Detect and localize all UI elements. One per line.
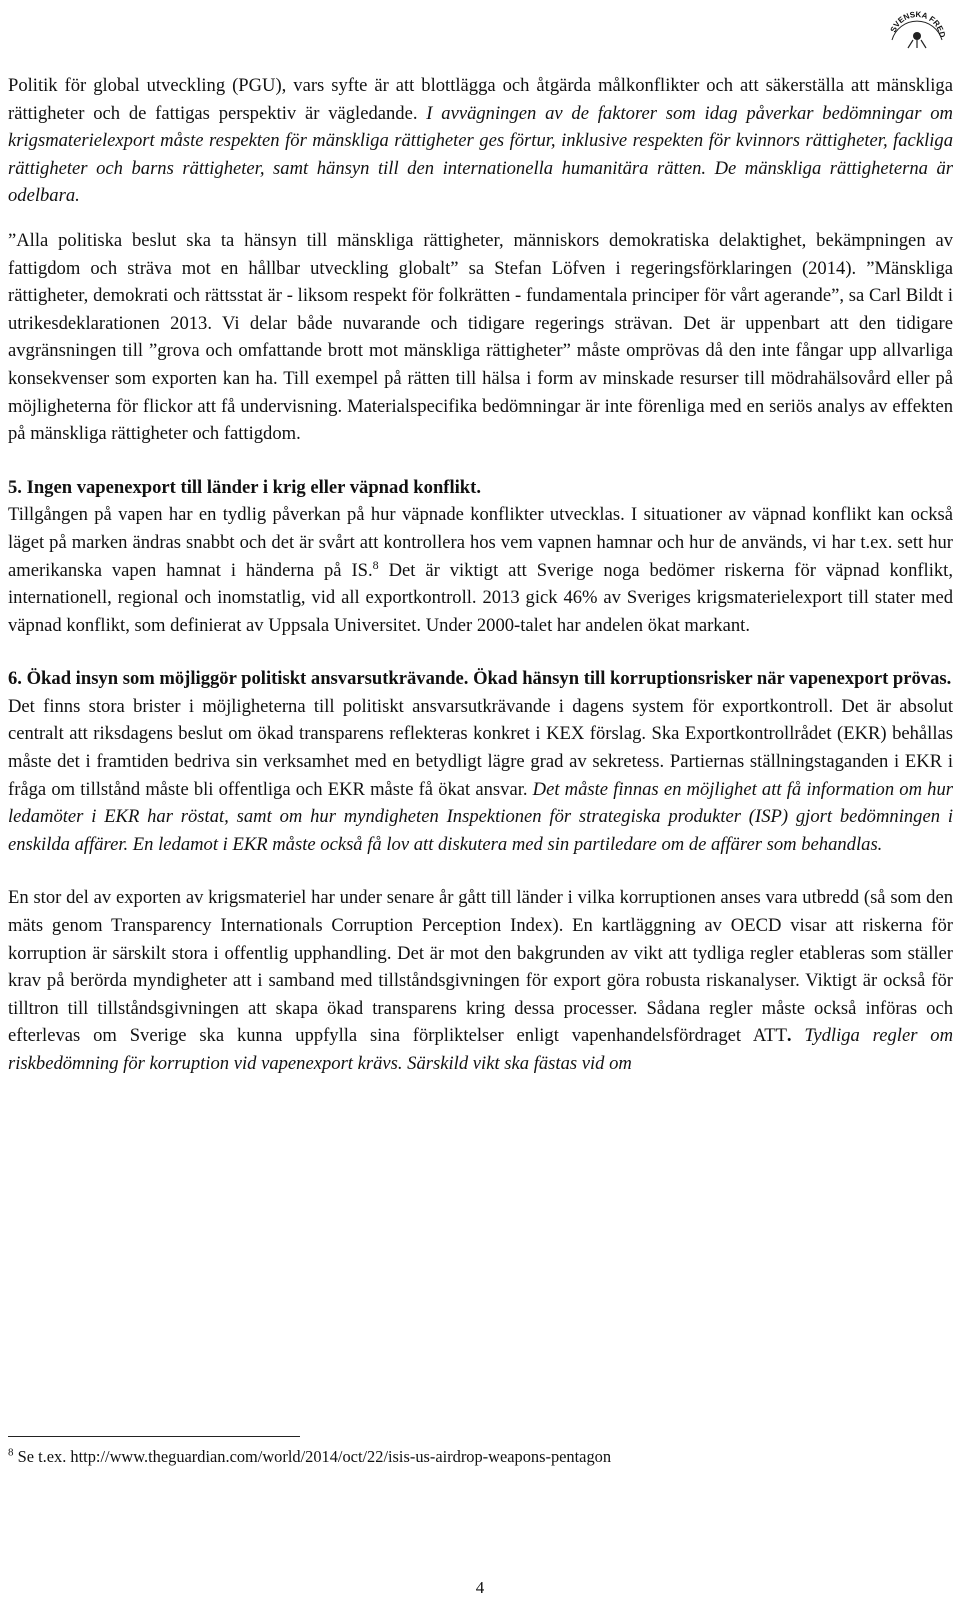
page-number: 4 bbox=[475, 1578, 485, 1597]
section-6-text-italic: Det måste finnas en möjlighet att få information om hur ledamöter i EKR har röstat, samt om hur myndigheten Inspektionen för strategiska produkter (ISP) gjort bedömningen i enskilda affärer. En ledamot i EKR måste också få lov att diskutera med sin partiledare om de affärer som behandlas. bbox=[8, 778, 953, 855]
paragraph-corruption bbox=[8, 884, 953, 1077]
footnote-reference[interactable]: 8 bbox=[372, 557, 379, 572]
paragraph-pgu-normal: Politik för global utveckling (PGU), vars syfte är att blottlägga och åtgärda målkonflikter och att säkerställa att mänskliga rättigheter och de fattigas perspektiv är vägledande. bbox=[8, 75, 953, 124]
footnote bbox=[8, 1446, 611, 1468]
section-5-text-b: Det är viktigt att Sverige noga bedömer riskerna för väpnad konflikt, internationell, regional och inomstatlig, vid all exportkontroll. 2013 gick 46% av Sveriges krigsmaterielexport till stater med väpnad konflikt, som definierat av Uppsala Universitet. Under 2000-talet har andelen ökat markant. bbox=[8, 559, 953, 636]
paragraph-corruption-normal: En stor del av exporten av krigsmateriel har under senare år gått till länder i vilka korruptionen anses vara utbredd (så som den mäts genom Transparency Internationals Corruption Perception Index). En kartläggning av OECD visar att riskerna för korruption är särskilt stora i offentlig upphandling. Det är mot den bakgrunden av vikt att tydliga regler etableras som ställer krav på berörda myndigheter att i samband med tillståndsgivningen för export göra robusta riskanalyser. Viktigt är också för tilltron till tillståndsgivningen att skapa ökad transparens kring dessa processer. Sådana regler måste också införas och efterlevas om Sverige ska kunna uppfylla sina förpliktelser enligt vapenhandelsfördraget ATT bbox=[8, 887, 953, 1047]
document-body bbox=[8, 72, 953, 1078]
footnote-divider bbox=[8, 1436, 300, 1437]
paragraph-pgu bbox=[8, 72, 953, 210]
paragraph-pgu-italic: I avvägningen av de faktorer som idag påverkar bedömningar om krigsmaterielexport måste respekten för mänskliga rättigheter ges förtur, inklusive respekten för kvinnors rättigheter, fackliga rättigheter och barns rättigheter, samt hänsyn till den internationella humanitära rätten. De mänskliga rättigheterna är odelbara. bbox=[8, 102, 953, 207]
section-5-text bbox=[8, 501, 953, 639]
section-6-heading: 6. Ökad insyn som möjliggör politiskt ansvarsutkrävande. Ökad hänsyn till korruptionsrisker när vapenexport prövas. bbox=[8, 668, 952, 690]
paragraph-corruption-bold: . bbox=[786, 1025, 792, 1047]
svg-text:SVENSKA FREDS: SVENSKA FRED bbox=[888, 9, 947, 39]
paragraph-corruption-italic: Tydliga regler om riskbedömning för korruption vid vapenexport krävs. Särskild vikt ska fästas vid om bbox=[8, 1025, 953, 1074]
section-6-text-normal: Det finns stora brister i möjligheterna till politiskt ansvarsutkrävande i dagens system för exportkontroll. Det är absolut centralt att riksdagens beslut om ökad transparens reflekteras konkret i KEX förslag. Ska Exportkontrollrådet (EKR) behållas måste det i framtiden bedriva sin verksamhet med en betydligt lägre grad av sekretess. Partiernas ställningstaganden i EKR i fråga om tillstånd måste bli offentliga och EKR måste få ökat ansvar. bbox=[8, 695, 953, 800]
footnote-text[interactable]: Se t.ex. http://www.theguardian.com/world/2014/oct/22/isis-us-airdrop-weapons-pentagon bbox=[13, 1447, 612, 1466]
svenska-freds-logo-icon bbox=[886, 6, 948, 50]
paragraph-quotes: ”Alla politiska beslut ska ta hänsyn till mänskliga rättigheter, människors demokratiska delaktighet, bekämpningen av fattigdom och sträva mot en hållbar utveckling globalt” sa Stefan Löfven i regeringsförklaringen (2014). ”Mänskliga rättigheter, demokrati och rättsstat är - liksom respekt för folkrätten - fundamentala principer för vårt agerande”, sa Carl Bildt i utrikesdeklarationen 2013. Vi delar både nuvarande och tidigare regerings strävan. Det är uppenbart att den tidigare avgränsningen till ”grova och omfattande brott mot mänskliga rättigheter” måste omprövas då den inte fångar upp allvarliga konsekvenser som exporten kan ha. Till exempel på rätten till hälsa i form av minskade resurser till mödrahälsovård eller på möjligheterna för flickor att få undervisning. Materialspecifika bedömningar är inte förenliga med en seriös analys av effekten på mänskliga rättigheter och fattigdom. bbox=[8, 229, 953, 445]
section-5-text-a: Tillgången på vapen har en tydlig påverkan på hur väpnade konflikter utvecklas. I situationer av väpnad konflikt kan också läget på marken ändras snabbt och det är svårt att kontrollera hos vem vapnen hamnar och hur de används, vi har t.ex. sett hur amerikanska vapen hamnat i händerna på IS. bbox=[8, 504, 953, 581]
footnote-number: 8 bbox=[8, 1446, 14, 1459]
section-6-text bbox=[8, 693, 953, 859]
section-5-heading: 5. Ingen vapenexport till länder i krig eller väpnad konflikt. bbox=[8, 476, 481, 498]
